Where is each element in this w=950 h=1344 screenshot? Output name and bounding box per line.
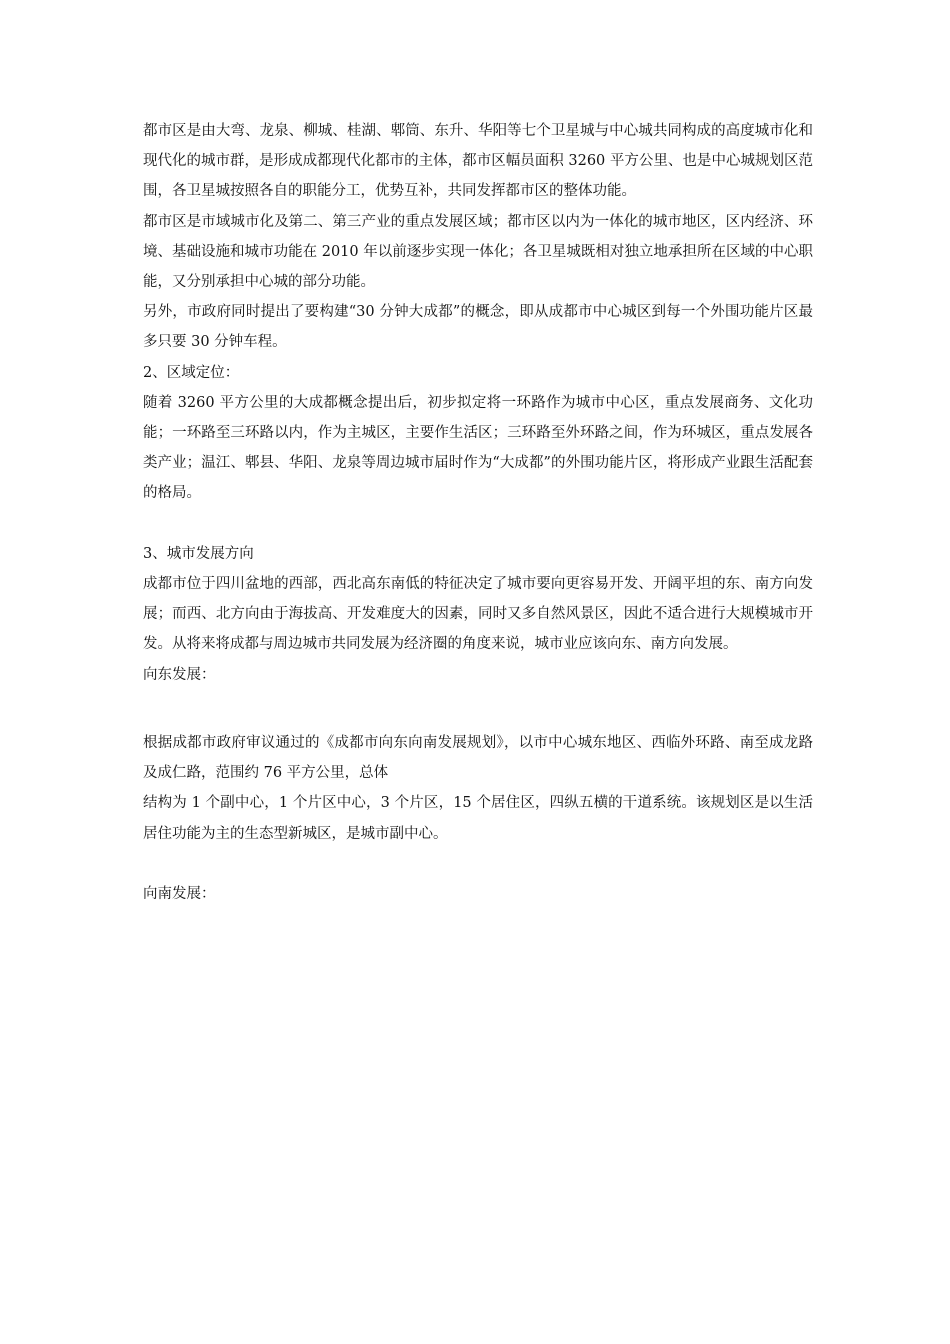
document-body (143, 116, 813, 909)
paragraph-30-minute-concept: 另外，市政府同时提出了要构建“30 分钟大成都”的概念，即从成都市中心城区到每一个外围功能片区最多只要 30 分钟车程。 (143, 304, 813, 351)
paragraph-metro-area-development: 都市区是市域城市化及第二、第三产业的重点发展区域；都市区以内为一体化的城市地区，区内经济、环境、基础设施和城市功能在 2010 年以前逐步实现一体化；各卫星城既相对独立地承担所在区域的中心职能，又分别承担中心城的部分功能。 (143, 213, 813, 291)
blank-line (143, 690, 813, 720)
paragraph-metro-area-composition: 都市区是由大弯、龙泉、柳城、桂湖、郫筒、东升、华阳等七个卫星城与中心城共同构成的高度城市化和现代化的城市群，是形成成都现代化都市的主体，都市区幅员面积 3260 平方公里、也是中心城规划区范围，各卫星城按照各自的职能分工，优势互补，共同发挥都市区的整体功能。 (143, 123, 813, 200)
paragraph-regional-positioning: 随着 3260 平方公里的大成都概念提出后，初步拟定将一环路作为城市中心区，重点发展商务、文化功能；一环路至三环路以内，作为主城区，主要作生活区；三环路至外环路之间，作为环城区，重点发展各类产业；温江、郫县、华阳、龙泉等周边城市届时作为“大成都”的外围功能片区，将形成产业跟生活配套的格局。 (143, 394, 813, 502)
paragraph-city-development-direction: 成都市位于四川盆地的西部，西北高东南低的特征决定了城市要向更容易开发、开阔平坦的东、南方向发展；而西、北方向由于海拔高、开发难度大的因素，同时又多自然风景区，因此不适合进行大规模城市开发。从将来将成都与周边城市共同发展为经济圈的角度来说，城市业应该向东、南方向发展。 (143, 576, 813, 653)
paragraph-east-plan-structure: 结构为 1 个副中心，1 个片区中心，3 个片区，15 个居住区，四纵五横的干道系统。该规划区是以生活居住功能为主的生态型新城区，是城市副中心。 (143, 795, 813, 842)
blank-line (143, 849, 813, 879)
blank-spacing (143, 720, 813, 728)
heading-south-development: 向南发展： (143, 886, 216, 903)
heading-city-development-direction: 3、城市发展方向 (143, 545, 254, 562)
paragraph-east-plan-scope: 根据成都市政府审议通过的《成都市向东向南发展规划》，以市中心城东地区、西临外环路、南至成龙路及成仁路，范围约 76 平方公里，总体 (143, 735, 813, 782)
heading-east-development: 向东发展： (143, 666, 216, 683)
heading-regional-positioning: 2、区域定位： (143, 364, 240, 381)
blank-line (143, 509, 813, 539)
